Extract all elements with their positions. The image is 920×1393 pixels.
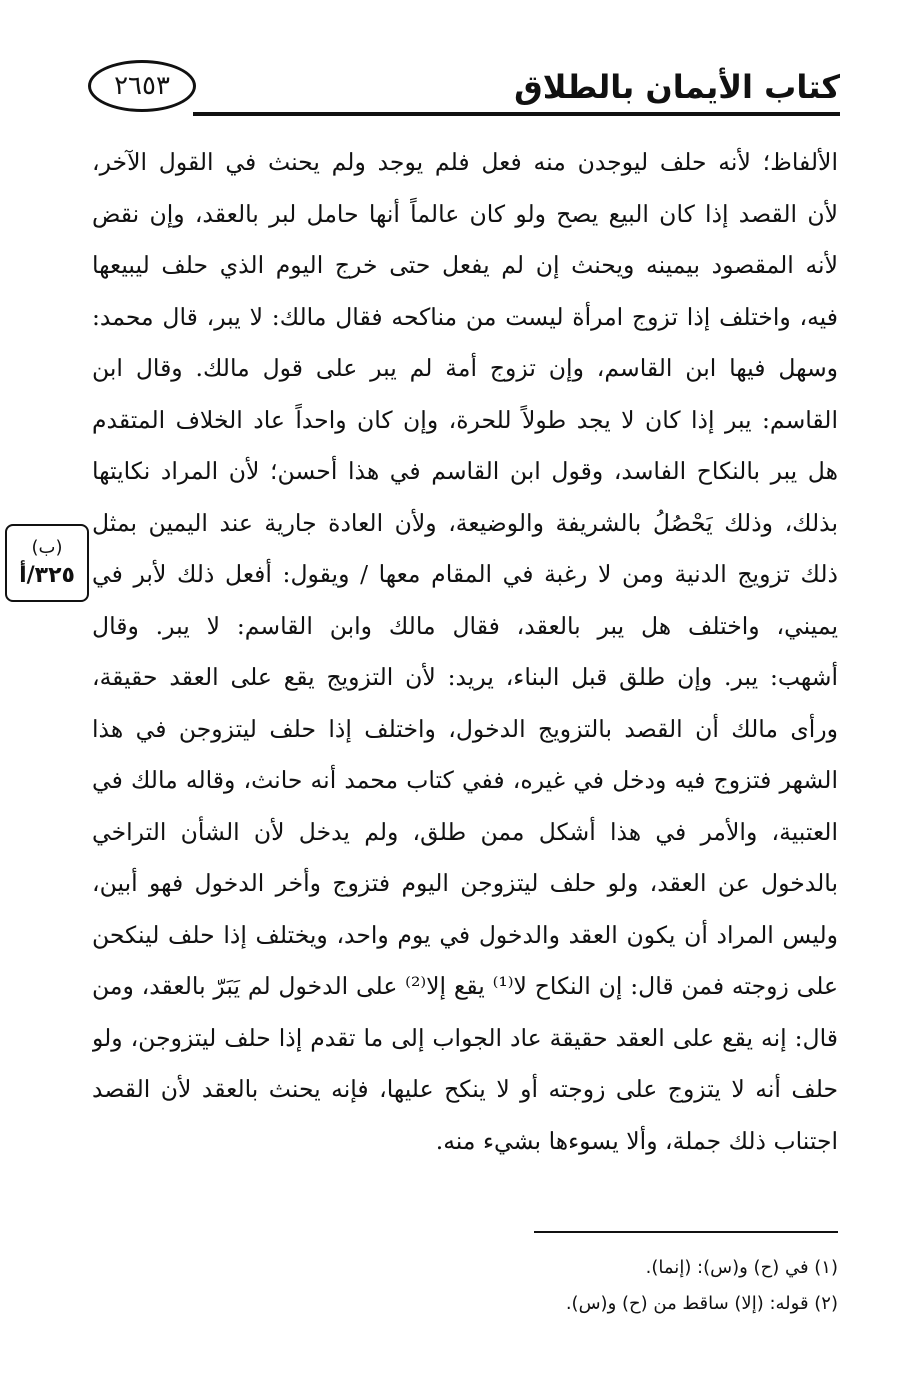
header-rule bbox=[193, 112, 840, 116]
text-line: هل يبر بالنكاح الفاسد، وقول ابن القاسم في هذا أحسن؛ لأن المراد نكايتها bbox=[92, 457, 838, 485]
margin-folio-note bbox=[5, 524, 89, 602]
text-line: ذلك تزويج الدنية ومن لا رغبة في المقام معها / ويقول: أفعل ذلك لأبر في bbox=[92, 560, 838, 588]
page-number-badge bbox=[88, 60, 196, 112]
footnotes bbox=[338, 1250, 838, 1322]
text-line: وسهل فيها ابن القاسم، وإن تزوج أمة لم يبر على قول مالك. وقال ابن bbox=[92, 354, 838, 382]
manuscript-folio: ٣٢٥/أ bbox=[19, 563, 75, 588]
text-line: الألفاظ؛ لأنه حلف ليوجدن منه فعل فلم يوجد ولم يحنث في القول الآخر، bbox=[92, 148, 838, 176]
footnote: (٢) قوله: (إلا) ساقط من (ح) و(س). bbox=[565, 1293, 838, 1314]
page-header bbox=[88, 50, 840, 120]
text-line: فيه، واختلف إذا تزوج امرأة ليست من مناكحه فقال مالك: لا يبر، قال محمد: bbox=[92, 302, 838, 331]
text-line: بالدخول عن العقد، ولو حلف ليتزوجن اليوم فتزوج وأخر الدخول فهو أبين، bbox=[92, 869, 838, 897]
text-line: العتبية، والأمر في هذا أشكل ممن طلق، ولم يدخل لأن الشأن التراخي bbox=[92, 817, 838, 846]
text-line: ورأى مالك أن القصد بالتزويج الدخول، واختلف إذا حلف ليتزوجن في هذا bbox=[92, 714, 838, 743]
text-line: اجتناب ذلك جملة، وألا يسوءها بشيء منه. bbox=[435, 1126, 838, 1155]
text-line: الشهر فتزوج فيه ودخل في غيره، ففي كتاب محمد أنه حانث، وقاله مالك في bbox=[92, 766, 838, 794]
main-text bbox=[92, 137, 838, 1167]
text-line: حلف أنه لا يتزوج على زوجته أو لا ينكح عليها، فإنه يحنث بالعقد لأن القصد bbox=[92, 1075, 838, 1103]
text-line: على زوجته فمن قال: إن النكاح لا⁽¹⁾ يقع إلا⁽²⁾ على الدخول لم يَبَرّ بالعقد، ومن bbox=[92, 972, 838, 1000]
book-title: كتاب الأيمان بالطلاق bbox=[514, 68, 840, 106]
text-line: وليس المراد أن يكون العقد والدخول في يوم واحد، ويختلف إذا حلف لينكحن bbox=[92, 920, 838, 949]
footnote-separator bbox=[534, 1231, 838, 1233]
text-line: بذلك، وذلك يَحْصُلُ بالشريفة والوضيعة، ولأن العادة جارية عند اليمين بمثل bbox=[92, 508, 838, 537]
text-line: أشهب: يبر. وإن طلق قبل البناء، يريد: لأن التزويج يقع على العقد حقيقة، bbox=[92, 663, 838, 691]
page-number: ٢٦٥٣ bbox=[114, 71, 170, 101]
manuscript-letter: (ب) bbox=[31, 537, 63, 558]
text-line: القاسم: يبر إذا كان لا يجد طولاً للحرة، وإن كان واحداً عاد الخلاف المتقدم bbox=[92, 405, 838, 434]
text-line: لأنه المقصود بيمينه ويحنث إن لم يفعل حتى خرج اليوم الذي حلف ليبيعها bbox=[92, 251, 838, 279]
text-line: يميني، واختلف هل يبر بالعقد، فقال مالك وابن القاسم: لا يبر. وقال bbox=[92, 611, 838, 640]
text-line: قال: إنه يقع على العقد حقيقة عاد الجواب إلى ما تقدم إذا حلف ليتزوجن، ولو bbox=[92, 1023, 838, 1052]
text-line: لأن القصد إذا كان البيع يصح ولو كان عالماً أنها حامل لبر بالعقد، وإن نقض bbox=[92, 199, 838, 228]
footnote: (١) في (ح) و(س): (إنما). bbox=[645, 1257, 838, 1278]
